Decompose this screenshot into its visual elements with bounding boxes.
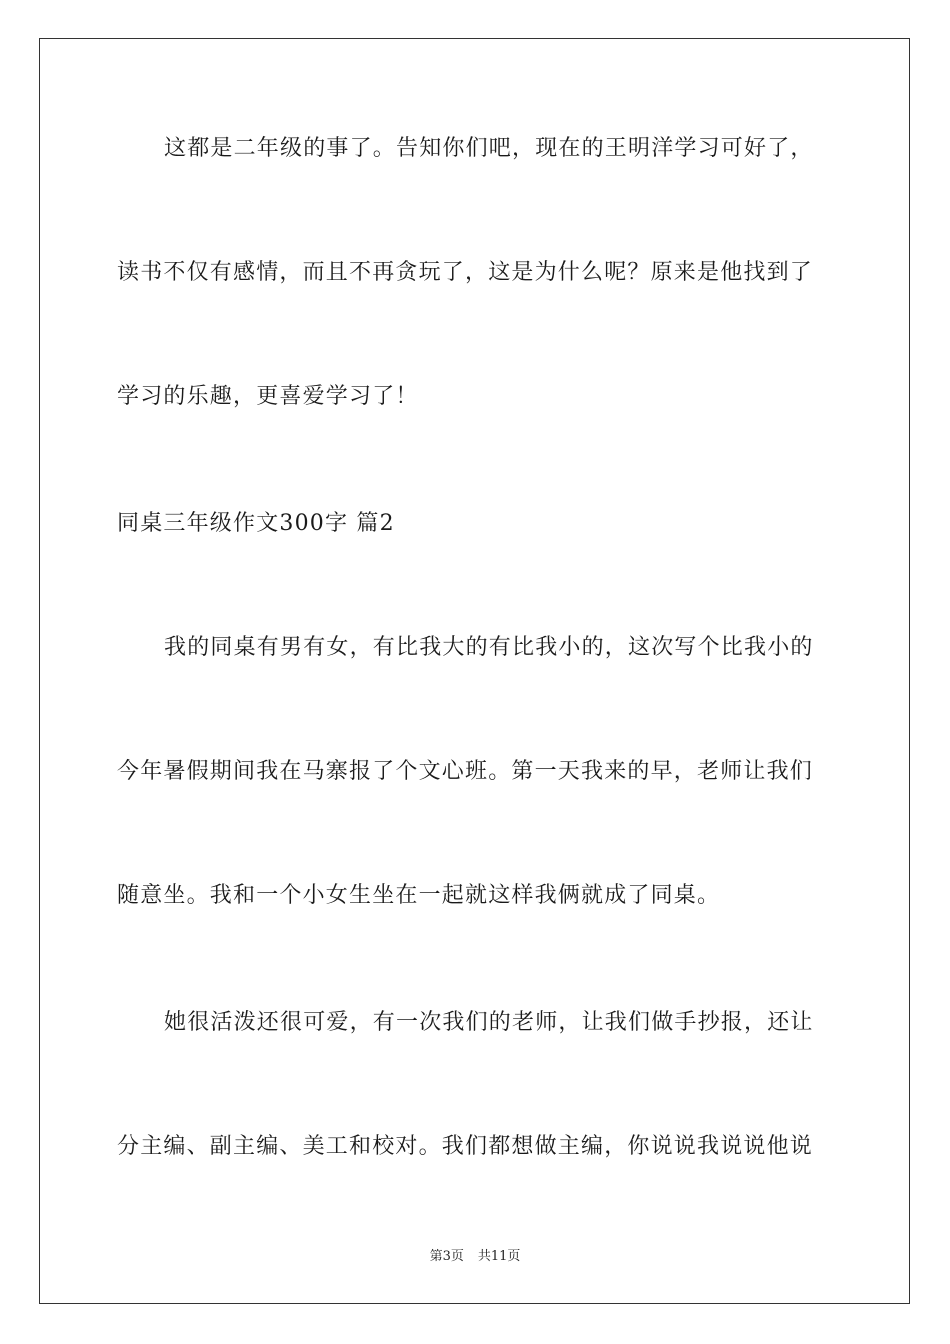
page-total: 共11页 <box>477 1249 521 1264</box>
paragraph-line: 学习的乐趣，更喜爱学习了！ <box>117 384 419 409</box>
paragraph-line: 分主编、副主编、美工和校对。我们都想做主编，你说说我说说他说 <box>117 1134 814 1159</box>
paragraph-line: 她很活泼还很可爱，有一次我们的老师，让我们做手抄报，还让 <box>164 1010 814 1035</box>
paragraph-line: 这都是二年级的事了。告知你们吧，现在的王明洋学习可好了， <box>164 136 814 161</box>
paragraph-line: 随意坐。我和一个小女生坐在一起就这样我俩就成了同桌。 <box>117 883 721 908</box>
paragraph-line: 读书不仅有感情，而且不再贪玩了，这是为什么呢？原来是他找到了 <box>117 260 814 285</box>
page-border <box>39 38 910 1304</box>
paragraph-line: 我的同桌有男有女，有比我大的有比我小的，这次写个比我小的 <box>164 635 814 660</box>
page-footer <box>0 1248 950 1266</box>
page-number: 第3页 <box>429 1249 464 1264</box>
section-heading: 同桌三年级作文300字 篇2 <box>117 511 395 536</box>
paragraph-line: 今年暑假期间我在马寨报了个文心班。第一天我来的早，老师让我们 <box>117 759 814 784</box>
